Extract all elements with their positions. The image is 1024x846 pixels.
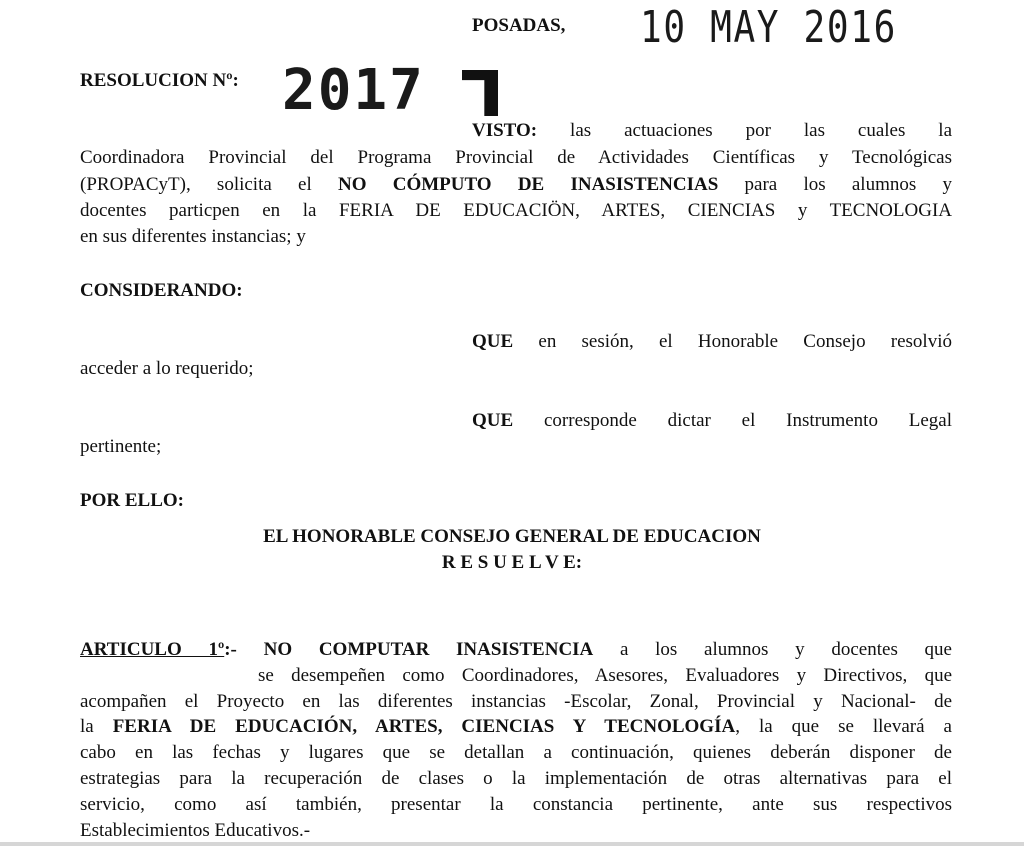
que-1-continuation: acceder a lo requerido;	[80, 358, 254, 379]
article-1-separator: :-	[224, 639, 264, 660]
visto-highlight: NO CÓMPUTO DE INASISTENCIAS	[337, 174, 719, 195]
visto-line-4: docentes particpen en la FERIA DE EDUCACIÖN, ARTES, CIENCIAS y TECNOLOGIA	[80, 200, 952, 221]
article-1-line-1: a los alumnos y docentes que	[593, 639, 952, 660]
article-1-lead: NO COMPUTAR INASISTENCIA	[263, 639, 594, 660]
considerando-heading: CONSIDERANDO:	[80, 280, 243, 301]
article-1-fair-name: FERIA DE EDUCACIÓN, ARTES, CIENCIAS Y TECNOLOGÍA	[112, 716, 736, 737]
por-ello-heading: POR ELLO:	[80, 490, 184, 511]
resuelve-heading: R E S U E L V E:	[441, 552, 583, 573]
stamp-smudge-icon	[462, 70, 498, 116]
visto-label: VISTO:	[472, 120, 538, 141]
article-1-line-7: servicio, como así también, presentar la constancia pertinente, ante sus respectivos	[80, 794, 952, 815]
article-1-line-2: se desempeñen como Coordinadores, Asesores, Evaluadores y Directivos, que	[258, 665, 952, 686]
visto-line-5: en sus diferentes instancias; y	[80, 226, 306, 247]
article-1-line-3: acompañen el Proyecto en las diferentes instancias -Escolar, Zonal, Provincial y Nacional- de	[80, 691, 952, 712]
council-name: EL HONORABLE CONSEJO GENERAL DE EDUCACION	[263, 526, 761, 547]
article-1-label: ARTICULO 1º	[80, 639, 225, 660]
resolution-number: 2017	[282, 58, 425, 123]
que-2-label: QUE	[472, 410, 514, 431]
resolution-label: RESOLUCION Nº:	[80, 70, 239, 91]
visto-line-1: las actuaciones por las cuales la	[570, 120, 952, 141]
que-1-label: QUE	[472, 331, 514, 352]
visto-line-3c: para los alumnos y	[718, 174, 952, 195]
visto-line-3a: (PROPACyT), solicita el	[80, 174, 338, 195]
que-2-text: corresponde dictar el Instrumento Legal	[543, 410, 953, 431]
visto-line-2: Coordinadora Provincial del Programa Provincial de Actividades Científicas y Tecnológicas	[80, 147, 952, 168]
article-1-line-4c: , la que se llevará a	[735, 716, 952, 737]
que-1-text: en sesión, el Honorable Consejo resolvió	[538, 331, 952, 352]
article-1-line-5: cabo en las fechas y lugares que se detallan a continuación, quienes deberán disponer de	[80, 742, 952, 763]
article-1-line-4a: la	[80, 716, 113, 737]
page-edge-divider	[0, 842, 1024, 846]
article-1-line-6: estrategias para la recuperación de clases o la implementación de otras alternativas para el	[80, 768, 952, 789]
date-stamp: 10 MAY 2016	[640, 2, 897, 53]
city-label: POSADAS,	[472, 15, 566, 36]
que-2-continuation: pertinente;	[80, 436, 162, 457]
article-1-line-8: Establecimientos Educativos.-	[80, 820, 311, 841]
